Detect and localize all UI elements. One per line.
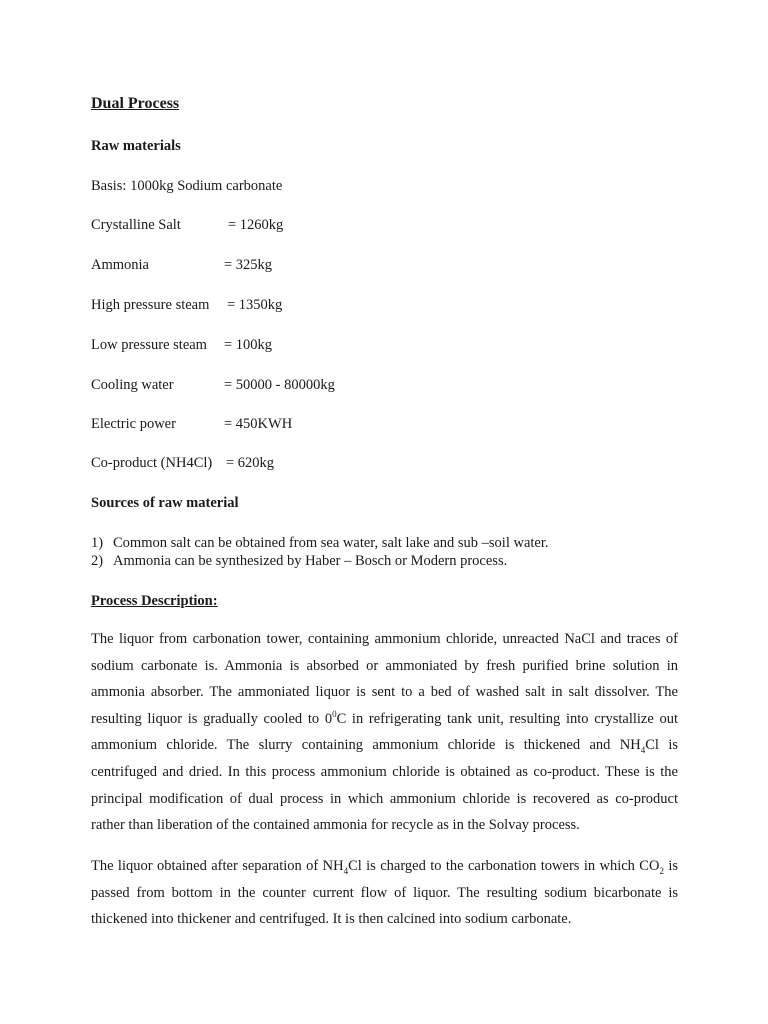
paragraph-text: C in refrigerating tank unit, resulting into crystallize out ammonium chloride. The slurry containing ammonium chloride is thickened and NH — [91, 710, 678, 754]
list-item-number: 2) — [91, 553, 104, 569]
paragraph-text: is passed from bottom in the counter current flow of liquor. The resulting sodium bicarbonate is thickened into thickener and centrifuged. It is then calcined into sodium carbonate. — [91, 858, 678, 928]
subscript: 2 — [659, 865, 664, 876]
raw-materials-heading: Raw materials — [91, 138, 181, 154]
raw-material-value: = 325kg — [224, 257, 273, 273]
subscript: 4 — [343, 865, 349, 876]
raw-material-label: Co-product (NH4Cl) — [91, 455, 213, 471]
superscript: 0 — [332, 708, 337, 719]
raw-material-value: = 1350kg — [227, 297, 283, 313]
raw-material-label: Low pressure steam — [91, 337, 207, 353]
raw-material-label: High pressure steam — [91, 297, 210, 313]
subscript: 4 — [640, 745, 646, 756]
raw-material-value: = 100kg — [224, 337, 273, 353]
process-paragraph-2 — [91, 853, 678, 933]
paragraph-text: The liquor from carbonation tower, containing ammonium chloride, unreacted NaCl and traces of sodium carbonate is. Ammonia is absorbed or ammoniated by fresh purified brine solution in ammonia absorber. The ammoniated liquor is sent to a bed of washed salt in salt dissolver. The resulting liquor is gradually cooled to 0 — [91, 631, 678, 727]
basis-line: Basis: 1000kg Sodium carbonate — [91, 178, 283, 194]
raw-material-value: = 620kg — [226, 455, 275, 471]
raw-material-label: Crystalline Salt — [91, 217, 181, 233]
raw-material-value: = 1260kg — [228, 217, 284, 233]
sources-heading: Sources of raw material — [91, 495, 239, 511]
paragraph-text: Cl is centrifuged and dried. In this process ammonium chloride is obtained as co-product. These is the principal modification of dual process in which ammonium chloride is recovered as co-product rather than liberation of the contained ammonia for recycle as in the Solvay process. — [91, 737, 678, 834]
paragraph-text: The liquor obtained after separation of NH — [91, 858, 344, 874]
page-title: Dual Process — [91, 95, 180, 112]
process-paragraph-1 — [91, 626, 678, 839]
raw-material-value: = 450KWH — [224, 416, 293, 432]
paragraph-text: Cl is charged to the carbonation towers in which CO — [348, 858, 660, 874]
raw-material-label: Ammonia — [91, 257, 149, 273]
raw-material-value: = 50000 - 80000kg — [224, 377, 335, 393]
list-item-number: 1) — [91, 535, 104, 551]
list-item: Common salt can be obtained from sea water, salt lake and sub –soil water. — [113, 535, 549, 551]
raw-material-label: Cooling water — [91, 377, 174, 393]
list-item: Ammonia can be synthesized by Haber – Bosch or Modern process. — [113, 553, 508, 569]
process-description-heading: Process Description: — [91, 593, 218, 609]
raw-material-label: Electric power — [91, 416, 176, 432]
